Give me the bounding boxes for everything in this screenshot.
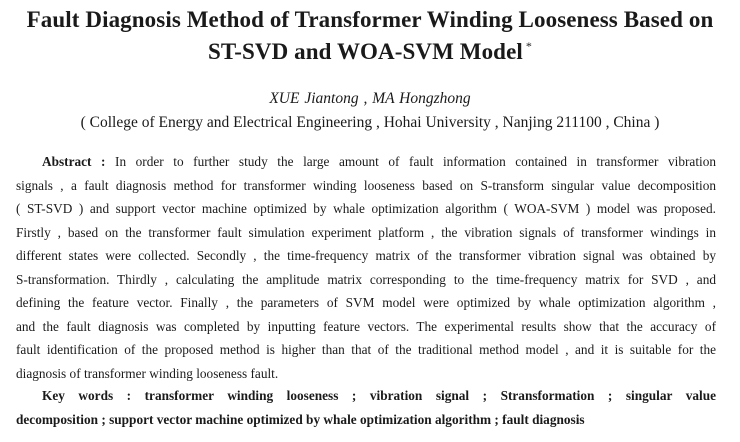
author-affiliation: ( College of Energy and Electrical Engineering , Hohai University , Nanjing 211100 , China ): [80, 114, 660, 131]
abstract-line: ( ST-SVD ) and support vector machine optimized by whale optimization algorithm ( WOA-SVM ) model was proposed.: [16, 201, 716, 217]
abstract-line: different states were collected. Secondly , the time-frequency matrix of the transformer vibration signal was obtained by: [16, 248, 716, 264]
abstract-line: Firstly , based on the transformer fault simulation experiment platform , the vibration signals of transformer windings in: [16, 224, 716, 240]
abstract-line: signals , a fault diagnosis method for transformer winding looseness based on S-transform singular value decomposition: [16, 177, 716, 193]
abstract-line: fault identification of the proposed method is higher than that of the traditional method model , and it is suitable for the: [16, 342, 716, 358]
paper-title-line-2: [0, 37, 740, 67]
abstract-line-text: In order to further study the large amount of fault information contained in transformer vibration: [115, 154, 716, 169]
abstract-line: diagnosis of transformer winding looseness fault.: [16, 365, 279, 381]
paper-title-line-2-text: ST-SVD and WOA-SVM Model: [208, 39, 523, 64]
abstract-line: defining the feature vector. Finally , the parameters of SVM model were optimized by whale optimization algorithm ,: [16, 295, 716, 311]
abstract-line: [16, 150, 716, 174]
paper-title-line-1: Fault Diagnosis Method of Transformer Winding Looseness Based on: [26, 7, 714, 32]
title-footnote-mark: *: [525, 39, 532, 54]
keywords-line-1: Key words : transformer winding looseness ; vibration signal ; Stransformation ; singular value: [42, 388, 716, 403]
abstract-line: S-transformation. Thirdly , calculating the amplitude matrix corresponding to the time-frequency matrix for SVD , and: [16, 271, 716, 287]
abstract-label: Abstract :: [42, 154, 106, 169]
abstract-line: and the fault diagnosis was completed by inputting feature vectors. The experimental results show that the accuracy of: [16, 318, 716, 334]
keywords-block: [16, 384, 716, 431]
keywords-line-2: decomposition ; support vector machine optimized by whale optimization algorithm ; fault diagnosis: [16, 411, 585, 427]
author-list: XUE Jiantong , MA Hongzhong: [269, 90, 471, 107]
abstract-block: [16, 150, 716, 385]
